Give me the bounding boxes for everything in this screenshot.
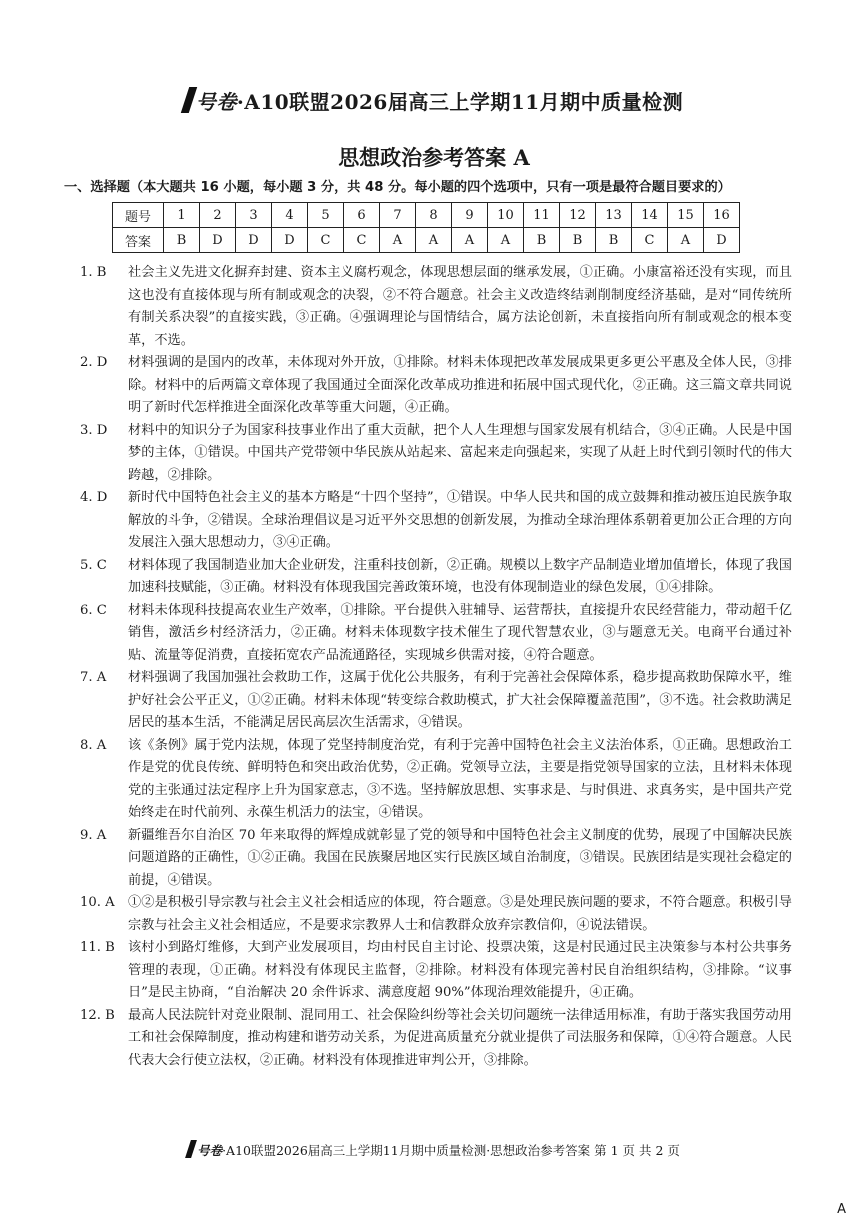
answer-cell: B — [596, 228, 632, 253]
footer-logo-mark — [185, 1140, 197, 1158]
explanation-item — [80, 735, 792, 825]
subject-title: 思想政治参考答案 A — [338, 145, 530, 170]
answer-cell: D — [272, 228, 308, 253]
item-number: 12. B — [80, 1007, 115, 1023]
question-number-cell: 2 — [200, 203, 236, 228]
question-number-cell: 4 — [272, 203, 308, 228]
answer-cell: A — [380, 228, 416, 253]
answer-cell: D — [200, 228, 236, 253]
answer-cell: B — [164, 228, 200, 253]
question-number-cell: 12 — [560, 203, 596, 228]
item-number: 1. B — [80, 265, 107, 280]
item-number: 5. C — [80, 557, 107, 573]
question-number-cell: 13 — [596, 203, 632, 228]
item-number: 3. D — [80, 422, 108, 438]
item-text: 社会主义先进文化摒弃封建、资本主义腐朽观念，体现思想层面的继承发展，①正确。小康富裕还没有实现，而且这也没有直接体现与所有制或观念的决裂，②不符合题意。社会主义改造终结剥削制度经济基础，是对“同传统所有制关系决裂”的直接实践，③正确。④强调理论与国情结合，属方法论创新，未直接指向所有制或观念的根本变革，不选。 — [128, 265, 792, 348]
answer-cell: A — [452, 228, 488, 253]
question-number-cell: 5 — [308, 203, 344, 228]
footer-text: ·A10联盟2026届高三上学期11月期中质量检测·思想政治参考答案 第 1 页 共 2 页 — [222, 1143, 680, 1158]
explanation-list — [80, 262, 792, 1072]
item-text: ①②是积极引导宗教与社会主义社会相适应的体现，符合题意。③是处理民族问题的要求，不符合题意。积极引导宗教与社会主义社会相适应，不是要求宗教界人士和信教群众放弃宗教信仰，④说法错误。 — [128, 895, 792, 933]
explanation-item — [80, 1005, 792, 1073]
question-number-cell: 14 — [632, 203, 668, 228]
item-number: 6. C — [80, 602, 107, 618]
answer-cell: D — [236, 228, 272, 253]
explanation-item — [80, 262, 792, 352]
brand-logo-mark — [181, 87, 197, 113]
item-number: 9. A — [80, 827, 107, 843]
question-number-label: 题号 — [113, 203, 164, 228]
item-text: 材料未体现科技提高农业生产效率，①排除。平台提供入驻辅导、运营帮扶，直接提升农民经营能力，带动超千亿销售，激活乡村经济活力，②正确。材料未体现数字技术催生了现代智慧农业，③与题意无关。电商平台通过补贴、流量等促消费，直接拓宽农产品流通路径，实现城乡供需对接，④符合题意。 — [128, 602, 792, 663]
item-number: 4. D — [80, 490, 108, 505]
explanation-item — [80, 487, 792, 555]
item-number: 11. B — [80, 940, 115, 955]
item-text: 材料中的知识分子为国家科技事业作出了重大贡献，把个人人生理想与国家发展有机结合，③④正确。人民是中国梦的主体，①错误。中国共产党带领中华民族从站起来、富起来走向强起来，实现了从赶上时代到引领时代的伟大跨越，②排除。 — [128, 422, 792, 483]
item-text: 该《条例》属于党内法规，体现了党坚持制度治党，有利于完善中国特色社会主义法治体系，①正确。思想政治工作是党的优良传统、鲜明特色和突出政治优势，②正确。党领导立法，主要是指党领导国家的立法，且材料未体现党的主张通过法定程序上升为国家意志，③不选。坚持解放思想、实事求是、与时俱进、求真务实，是中国共产党始终走在时代前列、永葆生机活力的法宝，④错误。 — [128, 737, 792, 820]
answer-cell: C — [632, 228, 668, 253]
item-text: 最高人民法院针对竞业限制、混同用工、社会保险纠纷等社会关切问题统一法律适用标准，有助于落实我国劳动用工和社会保障制度，推动构建和谐劳动关系，为促进高质量充分就业提供了司法服务和保障，①④符合题意。人民代表大会行使立法权，②正确。材料没有体现推进审判公开，③排除。 — [128, 1007, 792, 1068]
explanation-item — [80, 667, 792, 735]
explanation-item — [80, 555, 792, 600]
item-text: 新疆维吾尔自治区 70 年来取得的辉煌成就彰显了党的领导和中国特色社会主义制度的优势，展现了中国解决民族问题道路的正确性，①②正确。我国在民族聚居地区实行民族区域自治制度，③错误。民族团结是实现社会稳定的前提，④错误。 — [128, 827, 792, 888]
answer-cell: D — [704, 228, 740, 253]
item-text: 材料体现了我国制造业加大企业研发，注重科技创新，②正确。规模以上数字产品制造业增加值增长，体现了我国加速科技赋能，③正确。材料没有体现我国完善政策环境，也没有体现制造业的绿色发展，①④排除。 — [128, 557, 792, 595]
question-number-cell: 9 — [452, 203, 488, 228]
footer-logo-text: 号卷 — [197, 1143, 223, 1158]
question-number-row — [113, 203, 740, 228]
item-number: 8. A — [80, 737, 107, 753]
explanation-item — [80, 937, 792, 1005]
exam-title: ·A10联盟2026届高三上学期11月期中质量检测 — [236, 90, 684, 114]
question-number-cell: 8 — [416, 203, 452, 228]
answer-cell: A — [416, 228, 452, 253]
question-number-cell: 11 — [524, 203, 560, 228]
question-number-cell: 1 — [164, 203, 200, 228]
question-number-cell: 6 — [344, 203, 380, 228]
item-text: 该村小到路灯维修，大到产业发展项目，均由村民自主讨论、投票决策，这是村民通过民主决策参与本村公共事务管理的表现，①正确。材料没有体现民主监督，②排除。材料没有体现完善村民自治组织结构，③排除。“议事日”是民主协商，“自治解决 20 余件诉求、满意度超 90%”体现治理效能提升，④正确。 — [128, 940, 792, 1000]
explanation-item — [80, 420, 792, 488]
question-number-cell: 10 — [488, 203, 524, 228]
answer-cell: A — [488, 228, 524, 253]
version-mark: A — [837, 1202, 846, 1217]
answer-cell: C — [344, 228, 380, 253]
explanation-item — [80, 825, 792, 893]
answer-cell: C — [308, 228, 344, 253]
answer-cell: B — [560, 228, 596, 253]
item-text: 材料强调了我国加强社会救助工作，这属于优化公共服务，有利于完善社会保障体系，稳步提高救助保障水平，维护好社会公平正义，①②正确。材料未体现“转变综合救助模式，扩大社会保障覆盖范围”，③不选。社会救助满足居民的基本生活，不能满足居民高层次生活需求，④错误。 — [128, 670, 792, 730]
answer-label: 答案 — [113, 228, 164, 253]
item-number: 10. A — [80, 895, 115, 910]
explanation-item — [80, 352, 792, 420]
question-number-cell: 3 — [236, 203, 272, 228]
question-number-cell: 7 — [380, 203, 416, 228]
answer-cell: B — [524, 228, 560, 253]
page-footer — [0, 1140, 868, 1159]
question-number-cell: 16 — [704, 203, 740, 228]
item-text: 新时代中国特色社会主义的基本方略是“十四个坚持”，①错误。中华人民共和国的成立鼓舞和推动被压迫民族争取解放的斗争，②错误。全球治理倡议是习近平外交思想的创新发展，为推动全球治理体系朝着更加公正合理的方向发展注入强大思想动力，③④正确。 — [128, 490, 792, 550]
page-header — [0, 86, 868, 115]
item-number: 2. D — [80, 355, 108, 370]
answer-cell: A — [668, 228, 704, 253]
explanation-item — [80, 600, 792, 668]
answer-row — [113, 228, 740, 253]
explanation-item — [80, 892, 792, 937]
item-number: 7. A — [80, 670, 107, 685]
item-text: 材料强调的是国内的改革，未体现对外开放，①排除。材料未体现把改革发展成果更多更公平惠及全体人民，③排除。材料中的后两篇文章体现了我国通过全面深化改革成功推进和拓展中国式现代化，②正确。这三篇文章共同说明了新时代怎样推进全面深化改革等重大问题，④正确。 — [128, 355, 792, 415]
question-number-cell: 15 — [668, 203, 704, 228]
section-heading: 一、选择题（本大题共 16 小题，每小题 3 分，共 48 分。每小题的四个选项中，只有一项是最符合题目要求的） — [64, 180, 731, 195]
answer-table — [112, 202, 740, 253]
brand-logo-text: 号卷 — [195, 90, 237, 114]
